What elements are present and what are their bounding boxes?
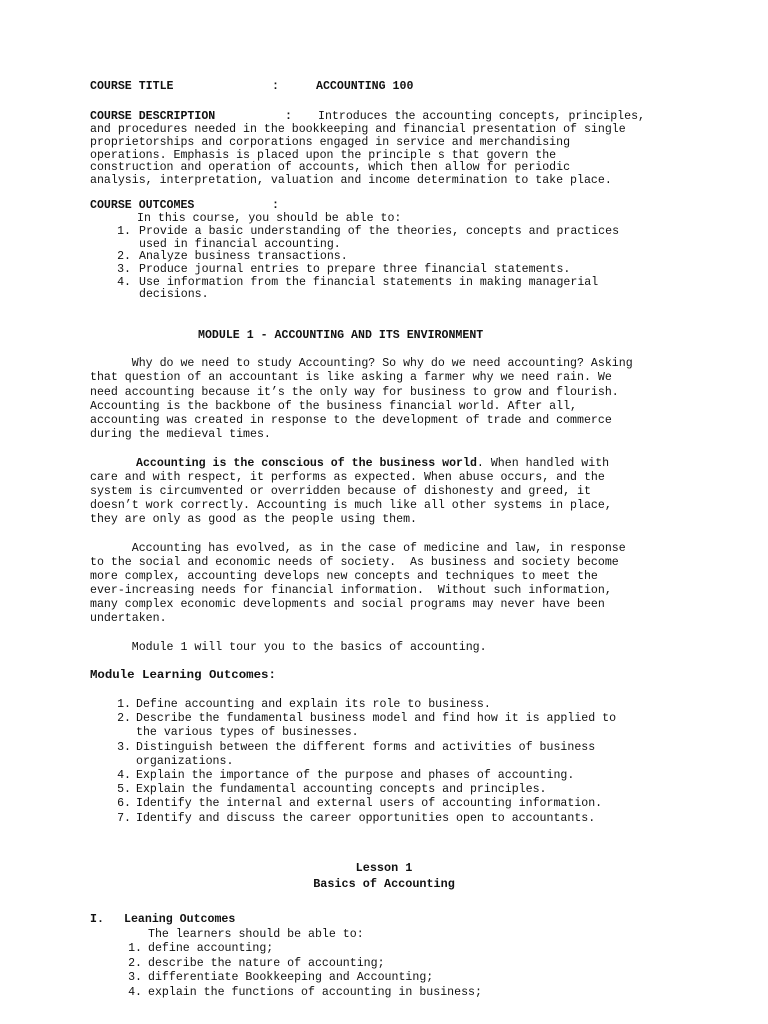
course-description-line: Introduces the accounting concepts, principles, (318, 110, 645, 123)
lesson-outcome-text: explain the functions of accounting in business; (148, 986, 482, 999)
lesson-outcome-number: 2. (128, 957, 142, 970)
lesson-outcome-text: describe the nature of accounting; (148, 957, 385, 970)
learning-outcome-number: 3. (117, 741, 131, 754)
learning-outcome-text: Describe the fundamental business model and find how it is applied to (136, 712, 617, 725)
outcome-number: 4. (117, 276, 131, 289)
bold-phrase: Accounting is the conscious of the business world (136, 457, 477, 470)
module-paragraph-line: Accounting has evolved, as in the case of medicine and law, in response (90, 542, 626, 555)
learning-outcome-number: 2. (117, 712, 131, 725)
module-paragraph-line: accounting was created in response to the development of trade and commerce (90, 414, 612, 427)
outcome-text: decisions. (139, 288, 209, 301)
course-outcomes-colon: : (272, 199, 279, 212)
learning-outcome-text: organizations. (136, 755, 234, 768)
course-description-label: COURSE DESCRIPTION (90, 110, 216, 123)
learning-outcome-text: Identify the internal and external users of accounting information. (136, 797, 603, 810)
module-heading: MODULE 1 - ACCOUNTING AND ITS ENVIRONMENT (198, 329, 484, 342)
module-paragraph-line: undertaken. (90, 612, 167, 625)
course-outcomes-intro: In this course, you should be able to: (137, 212, 402, 225)
module-paragraph-line: that question of an accountant is like asking a farmer why we need rain. We (90, 371, 612, 384)
learning-outcome-number: 1. (117, 698, 131, 711)
outcome-number: 1. (117, 225, 131, 238)
lesson-outcome-number: 3. (128, 971, 142, 984)
module-paragraph-line: Accounting is the backbone of the business financial world. After all, (90, 400, 578, 413)
module-paragraph-line: during the medieval times. (90, 428, 271, 441)
module-learning-outcomes-label: Module Learning Outcomes: (90, 668, 276, 682)
learning-outcome-number: 4. (117, 769, 131, 782)
outcome-text: Produce journal entries to prepare three financial statements. (139, 263, 571, 276)
module-paragraph-line: more complex, accounting develops new concepts and techniques to meet the (90, 570, 598, 583)
lesson-title: Basics of Accounting (313, 877, 455, 891)
module-paragraph-line: they are only as good as the people using them. (90, 513, 417, 526)
module-paragraph-line (136, 457, 609, 470)
course-description-line: analysis, interpretation, valuation and income determination to take place. (90, 174, 612, 187)
course-description-line: construction and operation of accounts, which then allow for periodic (90, 161, 571, 174)
outcome-number: 2. (117, 250, 131, 263)
module-paragraph-line: Module 1 will tour you to the basics of accounting. (90, 641, 487, 654)
course-title-colon: : (272, 80, 279, 93)
module-paragraph-line: Why do we need to study Accounting? So why do we need accounting? Asking (90, 357, 633, 370)
section-intro: The learners should be able to: (148, 928, 364, 941)
module-paragraph-line: care and with respect, it performs as expected. When abuse occurs, and the (90, 471, 605, 484)
lesson-outcome-number: 1. (128, 942, 142, 955)
course-outcomes-label: COURSE OUTCOMES (90, 199, 195, 212)
learning-outcome-text: Identify and discuss the career opportunities open to accountants. (136, 812, 596, 825)
learning-outcome-number: 5. (117, 783, 131, 796)
lesson-number: Lesson 1 (355, 861, 413, 875)
module-paragraph-line: many complex economic developments and social programs may never have been (90, 598, 605, 611)
outcome-text: used in financial accounting. (139, 238, 341, 251)
lesson-outcome-number: 4. (128, 986, 142, 999)
outcome-text: Use information from the financial statements in making managerial (139, 276, 599, 289)
paragraph-text: . When handled with (476, 457, 610, 470)
course-description-colon: : (285, 110, 292, 123)
course-description-line: and procedures needed in the bookkeeping and financial presentation of single (90, 123, 626, 136)
learning-outcome-number: 7. (117, 812, 131, 825)
outcome-text: Analyze business transactions. (139, 250, 348, 263)
module-paragraph-line: ever-increasing needs for financial information. Without such information, (90, 584, 612, 597)
outcome-text: Provide a basic understanding of the theories, concepts and practices (139, 225, 620, 238)
learning-outcome-text: Explain the fundamental accounting concepts and principles. (136, 783, 547, 796)
learning-outcome-text: the various types of businesses. (136, 726, 359, 739)
section-number: I. (90, 913, 104, 926)
learning-outcome-text: Distinguish between the different forms and activities of business (136, 741, 596, 754)
course-description-line: proprietorships and corporations engaged in service and merchandising (90, 136, 571, 149)
lesson-outcome-text: define accounting; (148, 942, 274, 955)
course-title-label: COURSE TITLE (90, 80, 174, 93)
lesson-outcome-text: differentiate Bookkeeping and Accounting; (148, 971, 434, 984)
learning-outcome-number: 6. (117, 797, 131, 810)
learning-outcome-text: Explain the importance of the purpose and phases of accounting. (136, 769, 575, 782)
learning-outcome-text: Define accounting and explain its role to business. (136, 698, 491, 711)
module-paragraph-line: to the social and economic needs of society. As business and society become (90, 556, 619, 569)
module-paragraph-line: system is circumvented or overridden because of dishonesty and greed, it (90, 485, 591, 498)
section-title: Leaning Outcomes (124, 913, 236, 926)
outcome-number: 3. (117, 263, 131, 276)
course-description-line: operations. Emphasis is placed upon the principle s that govern the (90, 149, 557, 162)
course-title-value: ACCOUNTING 100 (316, 80, 414, 93)
module-paragraph-line: doesn’t work correctly. Accounting is much like all other systems in place, (90, 499, 612, 512)
module-paragraph-line: need accounting because it’s the only way for business to grow and flourish. (90, 386, 619, 399)
